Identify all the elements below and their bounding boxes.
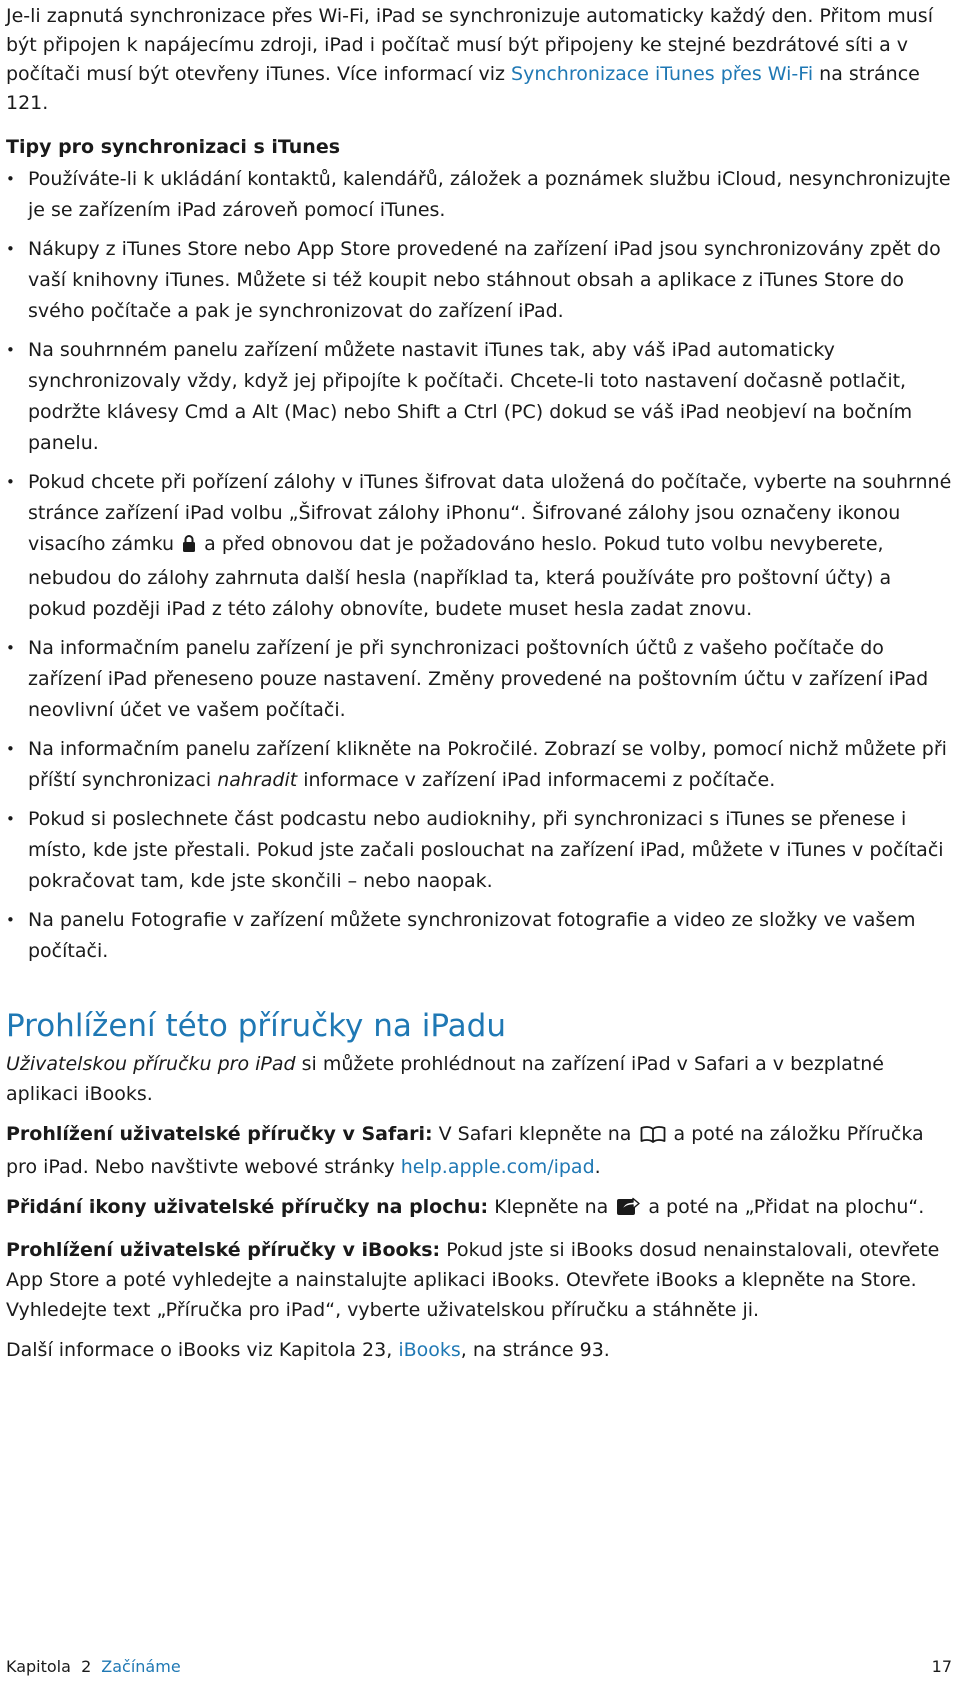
tip-icloud: • Používáte-li k ukládání kontaktů, kalendářů, záložek a poznámek službu iCloud, nesynchronizujte je se zařízením iPad zároveň pomocí iTunes. [6, 164, 954, 226]
advanced-text: Na informačním panelu zařízení klikněte na Pokročilé. Zobrazí se volby, pomocí nichž můžete při příští synchronizaci [28, 738, 947, 791]
guide-heading: Prohlížení této příručky na iPadu [6, 1008, 506, 1044]
safari-lead: Prohlížení uživatelské příručky v Safari: [6, 1123, 433, 1145]
tip-encrypted-backup [6, 467, 954, 625]
wifi-sync-link[interactable]: Synchronizace iTunes přes Wi-Fi [511, 63, 814, 85]
home-lead: Přidání ikony uživatelské příručky na plochu: [6, 1196, 489, 1218]
safari-text-mid: a poté na záložku Příručka pro iPad. Nebo navštivte webové stránky [6, 1123, 924, 1178]
share-icon [616, 1194, 640, 1225]
footer-page-number: 17 [931, 1657, 952, 1676]
tip-mail-accounts: • Na informačním panelu zařízení je při synchronizaci poštovních účtů z vašeho počítače do zařízení iPad přeneseno pouze nastavení. Změny provedené na poštovním účtu v zařízení iPad neovlivní účet ve vašem počítači. [6, 633, 954, 726]
help-apple-link[interactable]: help.apple.com/ipad [400, 1156, 595, 1178]
guide-intro-text: si můžete prohlédnout na zařízení iPad v Safari a v bezplatné aplikaci iBooks. [6, 1053, 884, 1105]
backup-text: Pokud chcete při pořízení zálohy v iTunes šifrovat data uložená do počítače, vyberte na souhrnné stránce zařízení iPad volbu „Šifrovat zálohy iPhonu“. Šifrované zálohy jsou označeny ikonou visacího zámku [28, 471, 952, 555]
page-footer [6, 1655, 952, 1679]
more-info-text: Další informace o iBooks viz Kapitola 23, [6, 1339, 399, 1361]
guide-title-italic: Uživatelskou příručku pro iPad [6, 1053, 296, 1075]
ibooks-chapter-link[interactable]: iBooks [398, 1339, 461, 1361]
home-text-end: a poté na „Přidat na plochu“. [642, 1196, 925, 1218]
advanced-italic: nahradit [217, 769, 298, 791]
guide-intro [6, 1049, 954, 1109]
intro-text-end: na stránce 121. [6, 63, 920, 114]
ibooks-paragraph [6, 1235, 954, 1325]
padlock-icon [182, 532, 196, 563]
more-info-paragraph [6, 1335, 954, 1365]
intro-paragraph [6, 0, 954, 118]
advanced-text-end: informace v zařízení iPad informacemi z počítače. [297, 769, 776, 791]
document-page [6, 0, 954, 1375]
tip-podcast: • Pokud si poslechnete část podcastu nebo audioknihy, při synchronizaci s iTunes se přenese i místo, kde jste přestali. Pokud jste začali poslouchat na zařízení iPad, můžete v iTunes v počítači pokračovat tam, kde jste skončili – nebo naopak. [6, 804, 954, 897]
safari-paragraph [6, 1119, 954, 1182]
safari-text-end: . [594, 1156, 601, 1178]
backup-text-end: a před obnovou dat je požadováno heslo. Pokud tuto volbu nevyberete, nebudou do zálohy zahrnuta další hesla (například ta, která používáte pro poštovní účty) a pokud později iPad z této zálohy obnovíte, budete muset hesla zadat znovu. [28, 533, 892, 620]
tips-heading: Tipy pro synchronizaci s iTunes [6, 136, 341, 158]
tips-list [6, 164, 954, 967]
tip-photos: • Na panelu Fotografie v zařízení můžete synchronizovat fotografie a video ze složky ve vašem počítači. [6, 905, 954, 967]
more-info-text-end: , na stránce 93. [460, 1339, 610, 1361]
tip-advanced [6, 734, 954, 796]
safari-text: V Safari klepněte na [432, 1123, 638, 1145]
ibooks-text: Pokud jste si iBooks dosud nenainstalovali, otevřete App Store a poté vyhledejte a nainstalujte aplikaci iBooks. Otevřete iBooks a klepněte na Store. Vyhledejte text „Příručka pro iPad“, vyberte uživatelskou příručku a stáhněte ji. [6, 1239, 940, 1321]
home-text: Klepněte na [488, 1196, 615, 1218]
footer-chapter: Kapitola 2 [6, 1657, 92, 1676]
ibooks-lead: Prohlížení uživatelské příručky v iBooks: [6, 1239, 441, 1261]
footer-chapter-title[interactable]: Začínáme [101, 1657, 181, 1676]
bookmarks-icon [640, 1122, 666, 1152]
intro-text: Je-li zapnutá synchronizace přes Wi-Fi, iPad se synchronizuje automaticky každý den. Přitom musí být připojen k napájecímu zdroji, iPad i počítač musí být připojeny ke stejné bezdrátové síti a v počítači musí být otevřeny iTunes. Více informací viz [6, 5, 933, 85]
tip-auto-sync: • Na souhrnném panelu zařízení můžete nastavit iTunes tak, aby váš iPad automaticky synchronizovaly vždy, když jej připojíte k počítači. Chcete-li toto nastavení dočasně potlačit, podržte klávesy Cmd a Alt (Mac) nebo Shift a Ctrl (PC) dokud se váš iPad neobjeví na bočním panelu. [6, 335, 954, 459]
home-screen-paragraph [6, 1192, 954, 1225]
tip-purchases: • Nákupy z iTunes Store nebo App Store provedené na zařízení iPad jsou synchronizovány zpět do vaší knihovny iTunes. Můžete si též koupit nebo stáhnout obsah a aplikace z iTunes Store do svého počítače a pak je synchronizovat do zařízení iPad. [6, 234, 954, 327]
